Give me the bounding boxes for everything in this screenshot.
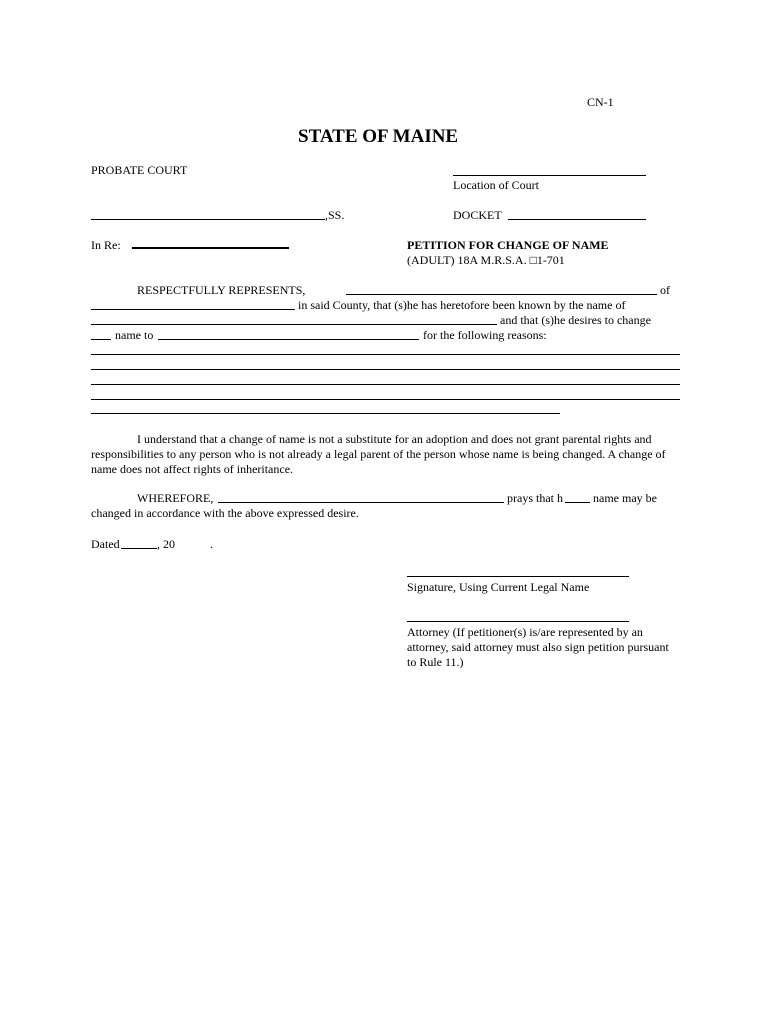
- county-known-text: in said County, that (s)he has heretofore been known by the name of: [298, 298, 626, 312]
- docket-line[interactable]: [508, 219, 646, 220]
- signature-line[interactable]: [407, 576, 629, 577]
- attorney-caption: Attorney (If petitioner(s) is/are represented by an attorney, said attorney must also sign petition pursuant to Rule 11.): [407, 625, 669, 669]
- location-of-court-label: Location of Court: [453, 178, 539, 192]
- signature-caption: Signature, Using Current Legal Name: [407, 580, 590, 594]
- dated-label: Dated: [91, 537, 120, 551]
- petitioner-name-line[interactable]: [346, 294, 657, 295]
- attorney-signature-line[interactable]: [407, 621, 629, 622]
- understand-paragraph: I understand that a change of name is not a substitute for an adoption and does not grant parental rights and responsibilities to any person who is not already a legal parent of the person whose name is being changed. A change of name does not affect rights of inheritance.: [91, 432, 666, 476]
- name-to-text: name to: [115, 328, 154, 342]
- in-re-line[interactable]: [132, 247, 289, 249]
- year-prefix: , 20: [157, 537, 175, 551]
- of-word: of: [660, 283, 670, 297]
- county-line[interactable]: [91, 219, 325, 220]
- former-name-line[interactable]: [91, 324, 497, 325]
- statute-reference: (ADULT) 18A M.R.S.A. □1-701: [407, 253, 565, 267]
- desires-text: and that (s)he desires to change: [500, 313, 651, 327]
- in-re-label: In Re:: [91, 238, 121, 252]
- new-name-line[interactable]: [158, 339, 419, 340]
- page-title: STATE OF MAINE: [298, 126, 459, 147]
- reason-line[interactable]: [91, 369, 680, 370]
- reason-line[interactable]: [91, 413, 560, 414]
- residence-line[interactable]: [91, 309, 295, 310]
- reason-line[interactable]: [91, 354, 680, 355]
- respectfully-represents: RESPECTFULLY REPRESENTS,: [137, 283, 306, 297]
- county-suffix: ,SS.: [325, 208, 345, 222]
- location-of-court-line[interactable]: [453, 175, 646, 176]
- reasons-text: for the following reasons:: [423, 328, 547, 342]
- form-code: CN-1: [587, 95, 614, 109]
- name-may-be-text: name may be: [593, 491, 657, 505]
- wherefore-name-line[interactable]: [218, 502, 504, 503]
- pronoun-line[interactable]: [91, 339, 111, 340]
- reason-line[interactable]: [91, 384, 680, 385]
- pronoun-suffix-line[interactable]: [565, 502, 590, 503]
- prays-text: prays that h: [507, 491, 563, 505]
- court-name: PROBATE COURT: [91, 163, 188, 177]
- wherefore-label: WHEREFORE,: [137, 491, 214, 505]
- date-day-line[interactable]: [121, 548, 157, 549]
- changed-text: changed in accordance with the above expressed desire.: [91, 506, 359, 520]
- petition-title: PETITION FOR CHANGE OF NAME: [407, 238, 609, 252]
- docket-label: DOCKET: [453, 208, 502, 222]
- dated-period: .: [210, 537, 213, 551]
- reason-line[interactable]: [91, 399, 680, 400]
